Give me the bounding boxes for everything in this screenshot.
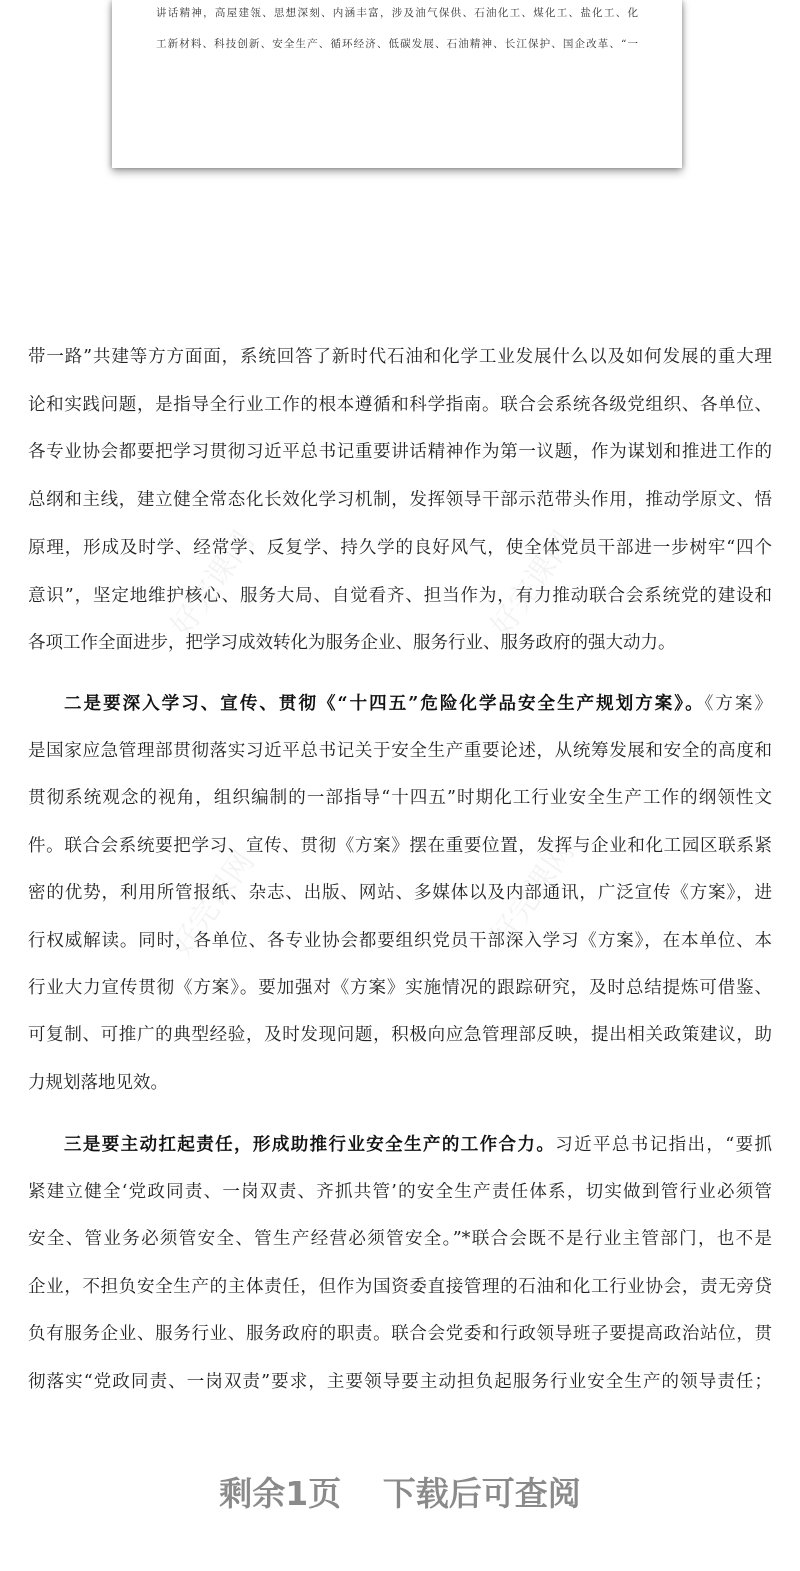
watermark: 好完课网 <box>484 834 582 954</box>
paragraph-2-first-line <box>64 692 772 716</box>
text-line: 力规划落地见效。 <box>28 1072 168 1093</box>
heading-3: 三是要主动扛起责任，形成助推行业安全生产的工作合力。 <box>64 1135 556 1155</box>
card-line: 工新材料、科技创新、安全生产、循环经济、低碳发展、石油精神、长江保护、国企改革、“一 <box>156 38 638 50</box>
text: 习近平总书记指出，“要抓 <box>555 1135 773 1155</box>
card-line: 讲话精神，高屋建瓴、思想深刻、内涵丰富，涉及油气保供、石油化工、煤化工、盐化工、化 <box>156 7 638 19</box>
heading-2: 二是要深入学习、宣传、贯彻《“十四五”危险化学品安全生产规划方案》。 <box>64 694 705 714</box>
text-line: 密的优势，利用所管报纸、杂志、出版、网站、多媒体以及内部通讯，广泛宣传《方案》，进 <box>28 883 772 904</box>
text-line: 论和实践问题，是指导全行业工作的根本遵循和科学指南。联合会系统各级党组织、各单位、 <box>28 394 772 415</box>
text-line: 意识”，坚定地维护核心、服务大局、自觉看齐、担当作为，有力推动联合会系统党的建设和 <box>28 585 772 606</box>
text-line: 贯彻系统观念的视角，组织编制的一部指导“十四五”时期化工行业安全生产工作的纲领性文 <box>28 788 772 809</box>
text-line: 可复制、可推广的典型经验，及时发现问题，积极向应急管理部反映，提出相关政策建议，助 <box>28 1025 772 1046</box>
remaining-pages-download-prompt[interactable]: 剩余1页 下载后可查阅 <box>219 1474 581 1513</box>
text-line: 带一路”共建等方方面面，系统回答了新时代石油和化学工业发展什么以及如何发展的重大理 <box>28 347 772 367</box>
paragraph-3-first-line <box>64 1133 772 1157</box>
text-line: 原理，形成及时学、经常学、反复学、持久学的良好风气，使全体党员干部进一步树牢“四个 <box>28 537 772 558</box>
text-line: 行权威解读。同时，各单位、各专业协会都要组织党员干部深入学习《方案》，在本单位、本 <box>28 930 772 951</box>
text-line: 各项工作全面进步，把学习成效转化为服务企业、服务行业、服务政府的强大动力。 <box>28 633 676 654</box>
text-line: 是国家应急管理部贯彻落实习近平总书记关于安全生产重要论述，从统筹发展和安全的高度和 <box>28 741 772 761</box>
watermark: 好完课网 <box>164 844 262 964</box>
text-line: 件。联合会系统要把学习、宣传、贯彻《方案》摆在重要位置，发挥与企业和化工园区联系紧 <box>28 835 772 856</box>
text-line: 总纲和主线，建立健全常态化长效化学习机制，发挥领导干部示范带头作用，推动学原文、悟 <box>28 490 772 511</box>
watermark: 好完课网 <box>484 524 582 644</box>
text: 《方案》 <box>704 694 773 714</box>
text-line: 安全、管业务必须管安全、管生产经营必须管安全。”*联合会既不是行业主管部门，也不是 <box>28 1229 772 1250</box>
text-line: 紧建立健全‘党政同责、一岗双责、齐抓共管’的安全生产责任体系，切实做到管行业必须管 <box>28 1182 772 1202</box>
text-line: 负有服务企业、服务行业、服务政府的职责。联合会党委和行政领导班子要提高政治站位，贯 <box>28 1324 772 1345</box>
text-line: 彻落实“党政同责、一岗双责”要求，主要领导要主动担负起服务行业安全生产的领导责任； <box>28 1371 772 1392</box>
document-page-preview <box>112 0 682 168</box>
text-line: 行业大力宣传贯彻《方案》。要加强对《方案》实施情况的跟踪研究，及时总结提炼可借鉴、 <box>28 978 772 998</box>
watermark: 好完课网 <box>164 524 262 644</box>
text-line: 企业，不担负安全生产的主体责任，但作为国资委直接管理的石油和化工行业协会，责无旁贷 <box>28 1276 772 1297</box>
text-line: 各专业协会都要把学习贯彻习近平总书记重要讲话精神作为第一议题，作为谋划和推进工作的 <box>28 442 772 463</box>
